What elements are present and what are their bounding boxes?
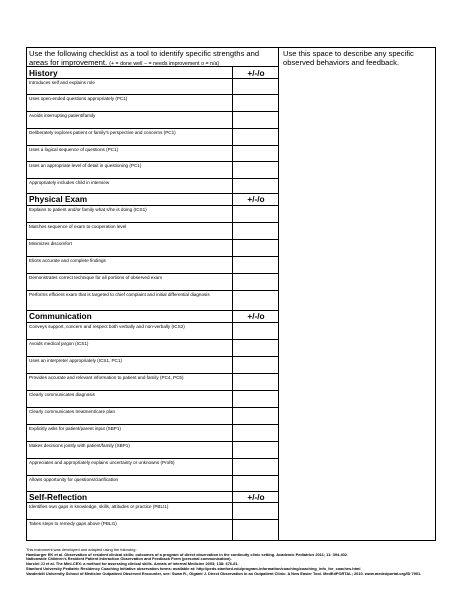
rating-cell[interactable] xyxy=(233,502,278,519)
column-divider xyxy=(278,48,279,540)
section-title-history: History xyxy=(29,68,58,78)
checklist-item: Avoids interrupting patient/family xyxy=(29,113,96,118)
reference-line: Stanford University Pediatric Residency Coaching Initiative observation forms: available at: http://peds.stanford.edu/program-information/coaching/coaching_info_for_coaches.html xyxy=(26,565,361,571)
references xyxy=(26,548,446,576)
rating-cell[interactable] xyxy=(233,424,278,441)
checklist-item: Uses open-ended questions appropriately (PC1) xyxy=(29,96,128,101)
checklist-item: Performs efficient exam that is targeted to chief complaint and initial differential diagnosis xyxy=(29,292,210,297)
checklist-item: Provides accurate and relevant information to patient and family (PC4, PC5) xyxy=(29,375,184,380)
rating-cell[interactable] xyxy=(233,519,278,538)
checklist-item: Deliberately explores patient or family's perspective and concerns (PC1) xyxy=(29,130,176,135)
instruction-text: Use the following checklist as a tool to identify specific strengths and areas for improvement. xyxy=(29,49,260,68)
checklist-item: Avoids medical jargon (ICS1) xyxy=(29,341,89,346)
rating-cell[interactable] xyxy=(233,94,278,111)
rating-legend: (+ = done well − = needs improvement o = n/a) xyxy=(109,61,220,68)
checklist-item: Clearly communicates treatment/care plan xyxy=(29,409,116,414)
rating-header-communication: +/-/o xyxy=(247,311,265,321)
rating-cell[interactable] xyxy=(233,256,278,273)
checklist-item: Uses a logical sequence of questions (PC1) xyxy=(29,147,119,152)
section-title-physical-exam: Physical Exam xyxy=(29,194,88,204)
checklist-table xyxy=(26,47,436,541)
reference-line: Norcini JJ et al. The Mini-CEX: a method for assessing clinical skills. Annals of Internal Medicine 2003; 138: 476-81. xyxy=(26,561,239,567)
checklist-item: Minimizes discomfort xyxy=(29,241,72,246)
rating-cell[interactable] xyxy=(233,441,278,458)
reference-line: Hamburger EK et al. Observation of resident clinical skills: outcomes of a program of direct observation in the continuity clinic setting. Academic Pediatrics 2011; 11: 394-402. xyxy=(26,551,349,557)
rating-cell[interactable] xyxy=(233,222,278,239)
rating-cell[interactable] xyxy=(233,356,278,373)
section-title-self-reflection: Self-Reflection xyxy=(29,492,88,502)
rating-cell[interactable] xyxy=(233,322,278,339)
checklist-item: Demonstrates correct technique for all portions of observed exam xyxy=(29,275,163,280)
reference-line: Nationwide Children's Resident Patient Interaction Observation and Feedback Form (personal communication). xyxy=(26,556,232,562)
checklist-item: Identifies own gaps in knowledge, skills, attitudes or practice (PBLI1) xyxy=(29,504,169,509)
rating-cell[interactable] xyxy=(233,273,278,290)
rating-cell[interactable] xyxy=(233,239,278,256)
rating-cell[interactable] xyxy=(233,390,278,407)
rating-cell[interactable] xyxy=(233,373,278,390)
checklist-item: Allows opportunity for questions/clarification xyxy=(29,477,119,482)
checklist-item: Uses an interpreter appropriately (ICS1, PC1) xyxy=(29,358,122,363)
rating-header-self-reflection: +/-/o xyxy=(247,492,265,502)
checklist-item: Introduces self and explains role xyxy=(29,80,95,85)
checklist-item: Appropriately includes child in interview xyxy=(29,180,110,185)
rating-cell[interactable] xyxy=(233,111,278,128)
checklist-instructions xyxy=(29,49,279,68)
rating-header-history: +/-/o xyxy=(247,68,265,78)
rating-cell[interactable] xyxy=(233,178,278,194)
checklist-item: Makes decisions jointly with patient/family (SBP1) xyxy=(29,443,130,448)
rating-cell[interactable] xyxy=(233,290,278,308)
checklist-item: Conveys support, concern and respect both verbally and non-verbally (ICS2) xyxy=(29,324,185,329)
rating-header-physical-exam: +/-/o xyxy=(247,194,265,204)
checklist-item: Clearly communicates diagnosis xyxy=(29,392,95,397)
section-title-communication: Communication xyxy=(29,311,92,321)
rating-cell[interactable] xyxy=(233,161,278,178)
rating-cell[interactable] xyxy=(233,205,278,222)
checklist-item: Uses an appropriate level of detail in questioning (PC1) xyxy=(29,163,142,168)
checklist-item: Explains to patient and/or family what s/he is doing (ICS1) xyxy=(29,207,147,212)
checklist-item: Appreciates and appropriately explains uncertainty or unknowns (Prof6) xyxy=(29,460,175,465)
rating-cell[interactable] xyxy=(233,78,278,94)
checklist-item: Elicits accurate and complete findings xyxy=(29,258,106,263)
reference-line: Vanderbilt University School of Medicine Outpatient Observed Encounter, see: Swan R., Giganti J. Direct Observation in an Outpatient Clinic: A New Easier Tool. MedEdPORTAL; 2010. www.mededportal.org/ID 7901. xyxy=(26,570,422,576)
checklist-item: Explicitly asks for patient/parent input (SBP1) xyxy=(29,426,121,431)
reference-line: This instrument was developed and adapted using the following: xyxy=(26,547,137,552)
feedback-instructions: Use this space to describe any specific observed behaviors and feedback. xyxy=(283,49,414,68)
rating-cell[interactable] xyxy=(233,128,278,145)
checklist-item: Matches sequence of exam to cooperation level xyxy=(29,224,127,229)
rating-cell[interactable] xyxy=(233,145,278,161)
rating-cell[interactable] xyxy=(233,339,278,356)
rating-cell[interactable] xyxy=(233,407,278,424)
checklist-item: Takes steps to remedy gaps above (PBLI1) xyxy=(29,521,117,526)
rating-cell[interactable] xyxy=(233,458,278,475)
